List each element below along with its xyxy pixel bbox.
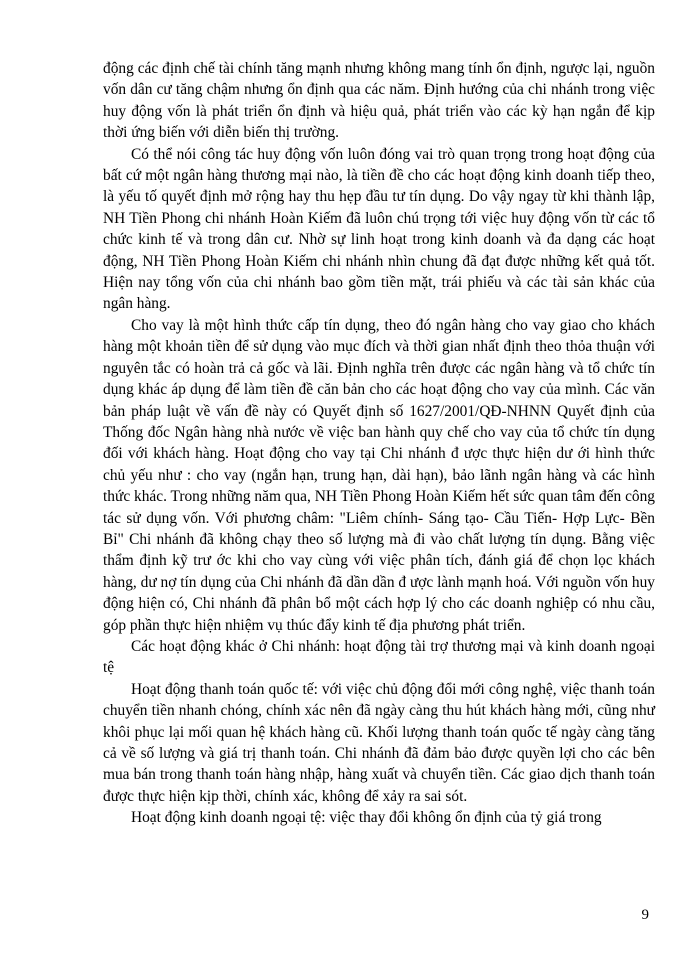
document-body	[103, 58, 655, 829]
paragraph-6: Hoạt động kinh doanh ngoại tệ: việc thay đổi không ổn định của tỷ giá trong	[131, 809, 602, 827]
paragraph-1: động các định chế tài chính tăng mạnh nhưng không mang tính ổn định, ngược lại, nguồn vốn dân cư tăng chậm nhưng ổn định qua các năm. Định hướng của chi nhánh trong việc huy động vốn là phát triển ổn định và hiệu quả, phát triển vào các kỳ hạn ngắn để kịp thời ứng biến với diễn biến thị trường.	[103, 60, 655, 142]
page-number: 9	[641, 907, 649, 923]
paragraph-4: Các hoạt động khác ở Chi nhánh: hoạt động tài trợ thương mại và kinh doanh ngoại tệ	[103, 637, 655, 677]
paragraph-3: Cho vay là một hình thức cấp tín dụng, theo đó ngân hàng cho vay giao cho khách hàng một khoản tiền để sử dụng vào mục đích và thời gian nhất định theo thỏa thuận với nguyên tắc có hoàn trả cả gốc và lãi. Định nghĩa trên được các ngân hàng và tổ chức tín dụng khác áp dụng để làm tiền đề căn bản cho các hoạt động cho vay của mình. Các văn bản pháp luật về vấn đề này có Quyết định số 1627/2001/QĐ-NHNN Quyết định của Thống đốc Ngân hàng nhà nước về việc ban hành quy chế cho vay của tổ chức tín dụng đối với khách hàng. Hoạt động cho vay tại Chi nhánh đ ược thực hiện dư ới hình thức chủ yếu như : cho vay (ngắn hạn, trung hạn, dài hạn), bảo lãnh ngân hàng và các hình thức khác. Trong những năm qua, NH Tiền Phong Hoàn Kiếm hết sức quan tâm đến công tác sử dụng vốn. Với phương châm: "Liêm chính- Sáng tạo- Cầu Tiến- Hợp Lực- Bền Bỉ" Chi nhánh đã không chạy theo số lượng mà đi vào chất lượng tín dụng. Bằng việc thẩm định kỹ trư ớc khi cho vay cùng với việc phân tích, đánh giá để chọn lọc khách hàng, dư nợ tín dụng của Chi nhánh đã dần dần đ ược lành mạnh hoá. Với nguồn vốn huy động hiện có, Chi nhánh đã phân bổ một cách hợp lý cho các doanh nghiệp có nhu cầu, góp phần thực hiện nhiệm vụ thúc đẩy kinh tế địa phương phát triển.	[103, 316, 655, 634]
paragraph-5: Hoạt động thanh toán quốc tế: với việc chủ động đổi mới công nghệ, việc thanh toán chuyển tiền nhanh chóng, chính xác nên đã ngày càng thu hút khách hàng mới, cũng như khôi phục lại mối quan hệ khách hàng cũ. Khối lượng thanh toán quốc tế ngày càng tăng cả về số lượng và giá trị thanh toán. Chi nhánh đã đảm bảo được quyền lợi cho các bên mua bán trong thanh toán hàng nhập, hàng xuất và chuyển tiền. Các giao dịch thanh toán được thực hiện kịp thời, chính xác, không để xảy ra sai sót.	[103, 680, 655, 805]
paragraph-2: Có thể nói công tác huy động vốn luôn đóng vai trò quan trọng trong hoạt động của bất cứ một ngân hàng thương mại nào, là tiền đề cho các hoạt động kinh doanh tiếp theo, là yếu tố quyết định mở rộng hay thu hẹp đầu tư tín dụng. Do vậy ngay từ khi thành lập, NH Tiền Phong chi nhánh Hoàn Kiếm đã luôn chú trọng tới việc huy động vốn từ các tổ chức kinh tế và trong dân cư. Nhờ sự linh hoạt trong kinh doanh và đa dạng các hoạt động, NH Tiền Phong Hoàn Kiếm chi nhánh nhìn chung đã đạt được những kết quả tốt. Hiện nay tổng vốn của chi nhánh bao gồm tiền mặt, trái phiếu và các tài sản khác của ngân hàng.	[103, 145, 655, 313]
